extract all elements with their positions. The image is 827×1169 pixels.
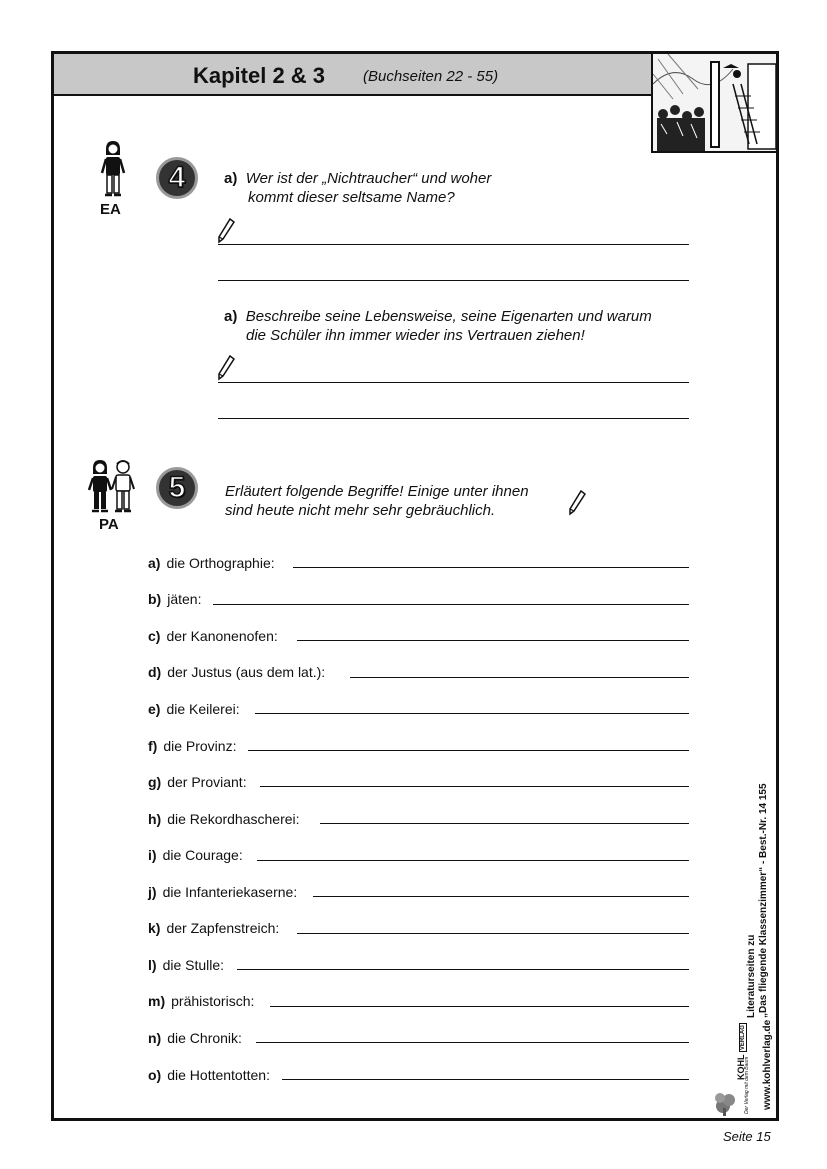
question-text-line: Wer ist der „Nichtraucher“ und woher — [245, 170, 492, 187]
term-label: c) der Kanonenofen: — [148, 628, 278, 644]
answer-line[interactable] — [218, 418, 689, 419]
answer-line[interactable] — [248, 750, 689, 751]
pair-icon — [87, 458, 137, 519]
person-icon — [100, 139, 126, 202]
question-text-line: Beschreibe seine Lebensweise, seine Eigenarten und warum — [245, 308, 652, 325]
term-label: n) die Chronik: — [148, 1030, 242, 1046]
instruction-line: Erläutert folgende Begriffe! Einige unter ihnen — [225, 483, 529, 500]
publisher-url: www.kohlverlag.de — [762, 1019, 773, 1110]
question-4b — [224, 307, 652, 345]
term-label: d) der Justus (aus dem lat.): — [148, 664, 326, 680]
page-number: Seite 15 — [723, 1129, 771, 1144]
answer-line[interactable] — [313, 896, 689, 897]
term-label: e) die Keilerei: — [148, 701, 240, 717]
question-4a — [224, 169, 491, 207]
question-letter: a) — [224, 308, 238, 325]
term-label: f) die Provinz: — [148, 738, 237, 754]
term-label: l) die Stulle: — [148, 957, 225, 973]
answer-line[interactable] — [218, 244, 689, 245]
question-letter: a) — [224, 170, 238, 187]
answer-line[interactable] — [297, 933, 689, 934]
publisher-name: KOHL — [736, 1054, 746, 1080]
answer-line[interactable] — [218, 382, 689, 383]
term-label: h) die Rekordhascherei: — [148, 811, 300, 827]
sidebar-line-1: Literaturseiten zu — [746, 934, 757, 1018]
task-5-instruction — [225, 482, 529, 520]
header-bar — [54, 54, 651, 96]
term-label: a) die Orthographie: — [148, 555, 275, 571]
answer-line[interactable] — [320, 823, 689, 824]
publisher-slogan: Der Verlag mit dem Baum — [744, 1056, 750, 1114]
mode-label-ea: EA — [100, 201, 121, 218]
task-number: 4 — [168, 161, 186, 194]
page-subtitle: (Buchseiten 22 - 55) — [363, 68, 499, 85]
answer-line[interactable] — [350, 677, 689, 678]
term-label: j) die Infanteriekaserne: — [148, 884, 298, 900]
answer-line[interactable] — [282, 1079, 689, 1080]
page-title: Kapitel 2 & 3 — [193, 63, 326, 88]
mode-label-pa: PA — [99, 516, 119, 533]
task-number-badge — [156, 467, 198, 509]
term-label: o) die Hottentotten: — [148, 1067, 270, 1083]
question-text-line: kommt dieser seltsame Name? — [248, 189, 455, 206]
term-label: g) der Proviant: — [148, 774, 247, 790]
pencil-icon — [568, 490, 586, 521]
answer-line[interactable] — [293, 567, 689, 568]
answer-line[interactable] — [260, 786, 689, 787]
answer-line[interactable] — [297, 640, 689, 641]
sidebar-line-2: „Das fliegende Klassenzimmer“ - Best.-Nr. 14 155 — [758, 783, 769, 1018]
answer-line[interactable] — [218, 280, 689, 281]
term-label: m) prähistorisch: — [148, 993, 255, 1009]
question-text-line: die Schüler ihn immer wieder ins Vertrauen ziehen! — [246, 327, 585, 344]
instruction-line: sind heute nicht mehr sehr gebräuchlich. — [225, 502, 496, 519]
answer-line[interactable] — [237, 969, 689, 970]
publisher-tag: VERLAG — [740, 1025, 746, 1051]
answer-line[interactable] — [213, 604, 689, 605]
task-number: 5 — [168, 471, 186, 504]
answer-line[interactable] — [270, 1006, 689, 1007]
answer-line[interactable] — [256, 1042, 689, 1043]
term-label: b) jäten: — [148, 591, 202, 607]
chapter-illustration — [651, 54, 776, 153]
term-label: i) die Courage: — [148, 847, 243, 863]
task-number-badge — [156, 157, 198, 199]
term-label: k) der Zapfenstreich: — [148, 920, 280, 936]
publisher-logo — [714, 1025, 750, 1116]
answer-line[interactable] — [255, 713, 689, 714]
answer-line[interactable] — [257, 860, 689, 861]
